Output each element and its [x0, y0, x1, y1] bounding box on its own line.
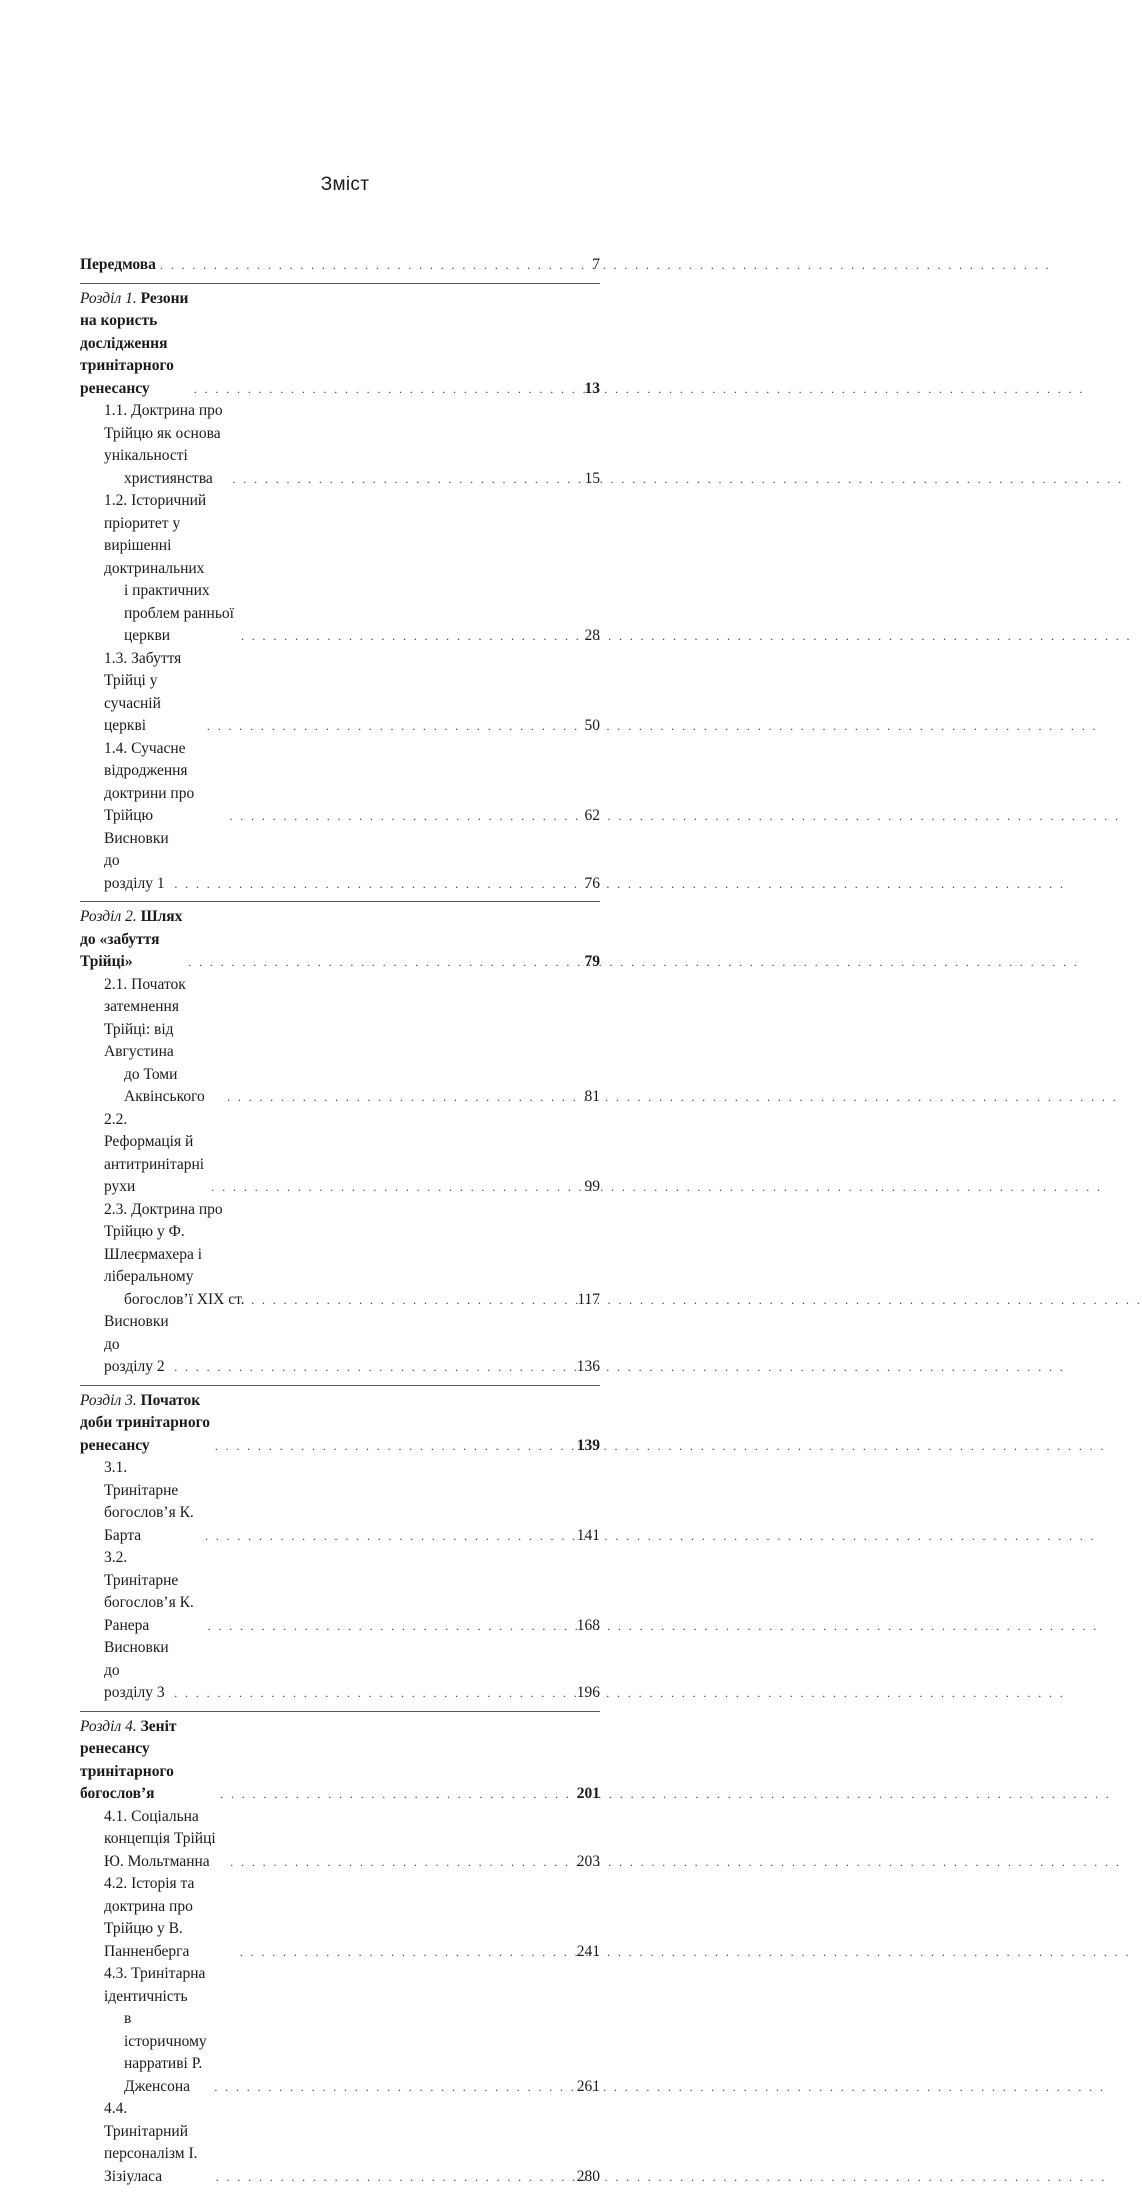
- toc-page-number: 117: [577, 1289, 600, 1312]
- toc-page-number: 261: [577, 2076, 600, 2099]
- toc-entry-label: 1.1. Доктрина про Трійцю як основа унікальності християнства: [104, 400, 229, 490]
- dot-leader: [174, 1682, 571, 1705]
- dot-leader: [211, 1176, 572, 1199]
- dot-leader: [188, 951, 572, 974]
- toc-entry-2-2[interactable]: [80, 1109, 600, 1199]
- toc-entry-4-2[interactable]: [80, 1873, 600, 1963]
- dot-leader: [205, 1525, 571, 1548]
- toc-page-number: 280: [577, 2166, 600, 2189]
- dot-leader: [174, 873, 572, 896]
- toc-entry-conclusions-1[interactable]: [80, 828, 600, 896]
- dot-leader: [214, 2076, 570, 2099]
- toc-page-number: 201: [577, 1783, 600, 1806]
- toc-entry-chapter-3[interactable]: [80, 1390, 600, 1458]
- toc-section-foreword: [80, 250, 600, 283]
- dot-leader: [233, 468, 572, 491]
- chapter-title-line: Початок доби тринітарного ренесансу: [80, 1392, 210, 1454]
- toc-chapter-title: [80, 1390, 211, 1458]
- dot-leader: [208, 1615, 571, 1638]
- toc-entry-2-1[interactable]: [80, 974, 600, 1109]
- toc-page-number: 28: [578, 625, 600, 648]
- toc-entry-label: 2.2. Реформація й антитринітарні рухи: [104, 1109, 207, 1199]
- toc-entry-1-1[interactable]: [80, 400, 600, 490]
- toc-page-number: 196: [577, 1682, 600, 1705]
- chapter-title-line: дослідження тринітарного ренесансу: [80, 333, 190, 401]
- dot-leader: [240, 1941, 571, 1964]
- table-of-contents: [80, 250, 600, 2194]
- toc-entry-chapter-1[interactable]: [80, 288, 600, 401]
- toc-page-number: 79: [578, 951, 600, 974]
- dot-leader: [227, 1086, 572, 1109]
- toc-entry-label: 4.4. Тринітарний персоналізм І. Зізіуласа: [104, 2098, 212, 2188]
- toc-entry-label: 3.1. Тринітарне богослов’я К. Барта: [104, 1457, 201, 1547]
- toc-page-number: 139: [577, 1435, 600, 1458]
- chapter-title-line: Резони на користь: [80, 290, 188, 330]
- toc-entry-1-3[interactable]: [80, 648, 600, 738]
- toc-page-number: 13: [578, 378, 600, 401]
- dot-leader: [230, 805, 573, 828]
- toc-chapter-title: [80, 288, 190, 401]
- dot-leader: [194, 378, 572, 401]
- toc-page-number: 50: [578, 715, 600, 738]
- toc-entry-label: Висновки до розділу 2: [104, 1311, 170, 1379]
- chapter-label: Розділ 1.: [80, 290, 137, 307]
- toc-entry-label: 4.1. Соціальна концепція Трійці Ю. Мольтманна: [104, 1806, 226, 1874]
- toc-chapter-title: [80, 906, 184, 974]
- toc-entry-4-4[interactable]: [80, 2098, 600, 2188]
- dot-leader: [220, 1783, 571, 1806]
- toc-entry-label: Висновки до розділу 3: [104, 1637, 170, 1705]
- toc-page-number: 203: [577, 1851, 600, 1874]
- toc-entry-conclusions-3[interactable]: [80, 1637, 600, 1705]
- toc-page-number: 168: [577, 1615, 600, 1638]
- toc-entry-label: 2.1. Початок затемнення Трійці: від Августина до Томи Аквінського: [104, 974, 223, 1109]
- dot-leader: [215, 1435, 571, 1458]
- toc-entry-label: 2.3. Доктрина про Трійцю у Ф. Шлеєрмахера і ліберальному богослов’ї XIX ст.: [104, 1199, 247, 1312]
- toc-section-chapter-4: [80, 1711, 600, 2194]
- toc-entry-label: 4.2. Історія та доктрина про Трійцю у В. Панненберга: [104, 1873, 236, 1963]
- toc-page-number: 141: [577, 1525, 600, 1548]
- toc-entry-1-2[interactable]: [80, 490, 600, 648]
- toc-chapter-title: [80, 1716, 216, 1806]
- dot-leader: [241, 625, 572, 648]
- toc-entry-conclusions-2[interactable]: [80, 1311, 600, 1379]
- toc-entry-label: Висновки до розділу 1: [104, 828, 170, 896]
- chapter-label: Розділ 3.: [80, 1392, 137, 1409]
- toc-page-number: 15: [578, 468, 600, 491]
- toc-entry-3-1[interactable]: [80, 1457, 600, 1547]
- toc-page-number: 241: [577, 1941, 600, 1964]
- toc-page-number: 99: [578, 1176, 600, 1199]
- toc-section-chapter-1: [80, 283, 600, 902]
- dot-leader: [160, 254, 572, 277]
- toc-entry-chapter-4[interactable]: [80, 1716, 600, 1806]
- toc-entry-label: Передмова: [80, 254, 156, 277]
- toc-page-number: 62: [578, 805, 600, 828]
- toc-entry-label: 1.3. Забуття Трійці у сучасній церкві: [104, 648, 203, 738]
- chapter-title-line: Зеніт ренесансу тринітарного богослов’я: [80, 1718, 177, 1803]
- toc-page-number: 76: [578, 873, 600, 896]
- chapter-label: Розділ 4.: [80, 1718, 137, 1735]
- toc-page-number: 7: [578, 254, 600, 277]
- dot-leader: [230, 1851, 571, 1874]
- dot-leader: [216, 2166, 571, 2189]
- toc-entry-label: 1.4. Сучасне відродження доктрини про Трійцю: [104, 738, 226, 828]
- toc-entry-3-2[interactable]: [80, 1547, 600, 1637]
- toc-entry-4-1[interactable]: [80, 1806, 600, 1874]
- toc-entry-label: 3.2. Тринітарне богослов’я К. Ранера: [104, 1547, 204, 1637]
- chapter-label: Розділ 2.: [80, 908, 137, 925]
- dot-leader: [174, 1356, 571, 1379]
- dot-leader: [207, 715, 572, 738]
- toc-entry-foreword[interactable]: [80, 254, 600, 277]
- toc-entry-2-3[interactable]: [80, 1199, 600, 1312]
- chapter-title-line: Шлях до «забуття Трійці»: [80, 908, 182, 970]
- toc-page-number: 136: [577, 1356, 600, 1379]
- toc-entry-label: 1.2. Історичний пріоритет у вирішенні доктринальних і практичних проблем ранньої церкви: [104, 490, 237, 648]
- toc-page-number: 81: [578, 1086, 600, 1109]
- toc-section-chapter-3: [80, 1385, 600, 1711]
- toc-entry-label: 4.3. Тринітарна ідентичність в історичному нарративі Р. Дженсона: [104, 1963, 210, 2098]
- toc-entry-chapter-2[interactable]: [80, 906, 600, 974]
- toc-entry-4-3[interactable]: [80, 1963, 600, 2098]
- page-title: Зміст: [0, 174, 690, 196]
- toc-section-chapter-2: [80, 901, 600, 1385]
- toc-entry-1-4[interactable]: [80, 738, 600, 828]
- dot-leader: [251, 1289, 571, 1312]
